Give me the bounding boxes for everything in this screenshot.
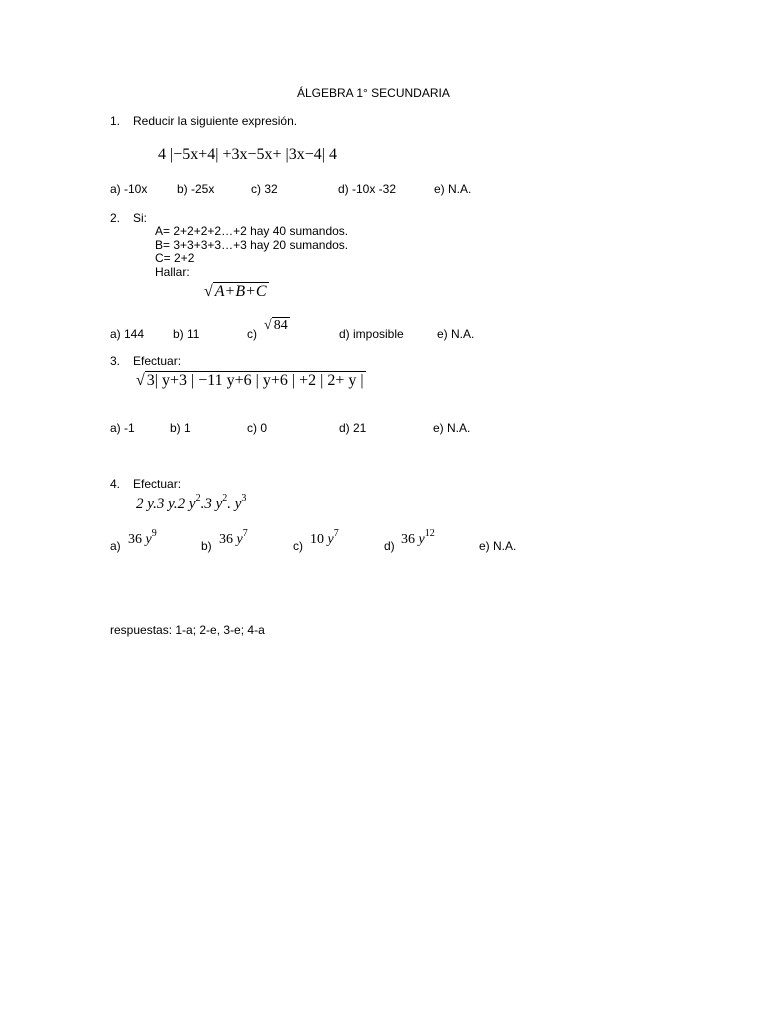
q1-text: Reducir la siguiente expresión.	[133, 114, 298, 128]
q3-option-b: b) 1	[170, 421, 191, 435]
q1-option-e: e) N.A.	[434, 182, 472, 196]
q2-option-c-radicand: 84	[273, 318, 288, 333]
q3-expression-radicand: 3| y+3 | −11 y+6 | y+6 | +2 | 2+ y |	[146, 372, 364, 389]
answers-line: respuestas: 1-a; 2-e, 3-e; 4-a	[110, 623, 265, 637]
q2-text: Si:	[133, 211, 148, 225]
q2-number: 2.	[110, 211, 121, 225]
q2-option-d: d) imposible	[339, 327, 404, 341]
q4-expression-base: 2 y.3 y.2 y	[136, 496, 196, 512]
q4-option-c: c)	[293, 539, 303, 553]
q4-option-b-coef: 36	[219, 532, 233, 547]
q1-expression-text: 4 |−5x+4| +3x−5x+ |3x−4| 4	[158, 146, 337, 163]
q4-option-c-coef: 10	[310, 532, 324, 547]
q2-option-c-expression	[264, 318, 290, 334]
q2-option-b: b) 11	[173, 327, 200, 341]
q4-number: 4.	[110, 477, 121, 491]
q4-option-b-expression	[219, 528, 248, 549]
sqrt-symbol: √	[204, 283, 213, 300]
page-title: ÁLGEBRA 1° SECUNDARIA	[297, 86, 450, 100]
q4-expression: 2 y.3 y.2 $y^2.3$ $y^2$. $y^3$	[136, 493, 247, 512]
q3-expression	[136, 372, 366, 390]
q4-option-c-expression	[310, 528, 339, 549]
q2-option-e: e) N.A.	[437, 327, 475, 341]
q4-option-d-coef: 36	[401, 532, 415, 547]
q3-option-c: c) 0	[247, 421, 268, 435]
q3-option-d: d) 21	[339, 421, 367, 435]
q2-expression	[204, 283, 269, 301]
q3-text: Efectuar:	[133, 354, 182, 368]
q4-option-b-exp: 7	[242, 528, 248, 539]
q2-line-a: A= 2+2+2+2…+2 hay 40 sumandos.	[155, 224, 349, 238]
q2-line-b: B= 3+3+3+3…+3 hay 20 sumandos.	[155, 237, 349, 252]
q2-option-c: c)	[247, 327, 257, 341]
q4-option-a-exp: 9	[151, 528, 157, 539]
q2-line-c: C= 2+2	[155, 251, 195, 265]
q4-option-c-var: y	[327, 532, 334, 547]
q4-text: Efectuar:	[133, 477, 182, 491]
q1-option-b: b) -25x	[177, 182, 215, 196]
q2-expression-radicand: A+B+C	[214, 283, 267, 300]
q3-option-e: e) N.A.	[433, 421, 471, 435]
q4-option-e: e) N.A.	[479, 539, 517, 553]
q4-option-a-coef: 36	[128, 532, 142, 547]
sqrt-symbol: √	[136, 372, 145, 389]
q4-option-a: a)	[110, 539, 121, 553]
q4-option-a-expression	[128, 528, 157, 549]
q4-option-d: d)	[384, 539, 395, 553]
q4-option-c-exp: 7	[333, 528, 339, 539]
q2-option-a: a) 144	[110, 327, 145, 341]
q1-expression	[158, 146, 337, 164]
q4-option-b: b)	[201, 539, 212, 553]
q4-option-b-var: y	[236, 532, 243, 547]
q3-option-a: a) -1	[110, 421, 135, 435]
q1-option-d: d) -10x -32	[338, 182, 397, 196]
q3-number: 3.	[110, 354, 121, 368]
q4-option-d-var: y	[418, 532, 425, 547]
q2-definitions	[155, 225, 348, 279]
q4-option-a-var: y	[145, 532, 152, 547]
sqrt-symbol: √	[264, 318, 272, 333]
q1-option-c: c) 32	[251, 182, 278, 196]
q1-option-a: a) -10x	[110, 182, 148, 196]
q2-line-hallar: Hallar:	[155, 264, 190, 279]
q4-option-d-exp: 12	[424, 528, 435, 539]
q4-option-d-expression	[401, 528, 435, 549]
q1-number: 1.	[110, 114, 121, 128]
